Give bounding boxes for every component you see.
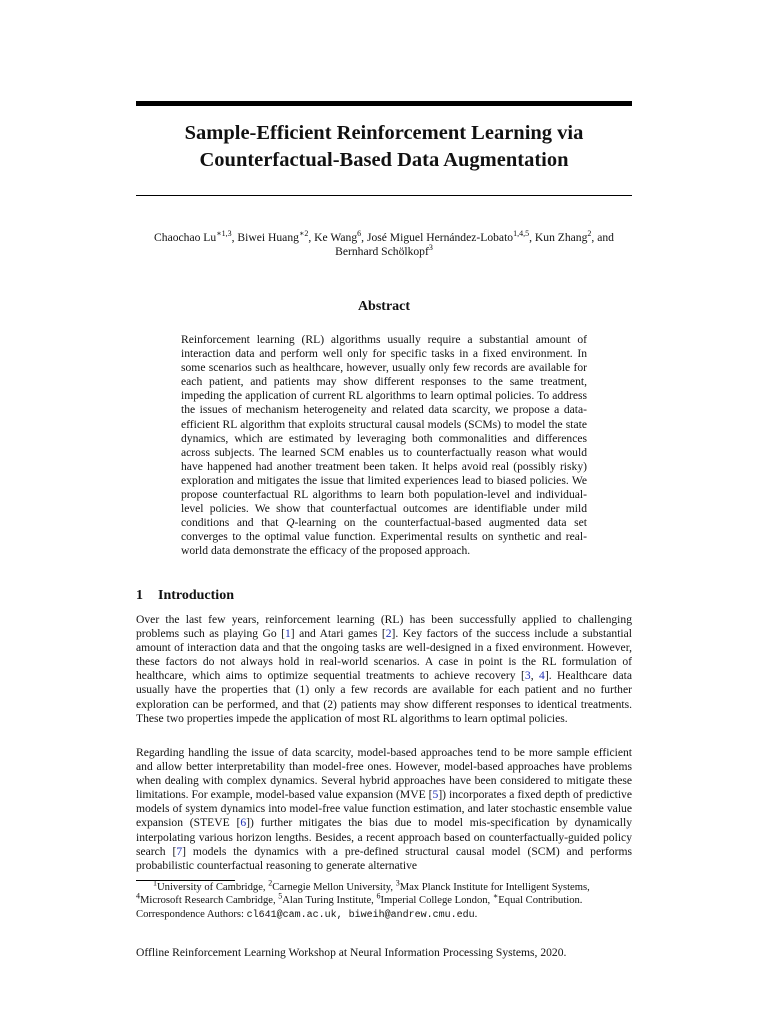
author-separator: , — [361, 231, 367, 244]
author-separator: , — [529, 231, 535, 244]
text-run: ]. Key factors of the success include a substantial amount of interaction data and that the ongoing tasks are well-designed in a fixed environment. However, these factors do not always hold in real-world scenarios. A case in point is the RL formulation of healthcare, which aims to optimize sequential treatments to achieve recovery [ — [136, 627, 633, 683]
author-affiliation: ∗1,3 — [216, 229, 232, 239]
title-top-rule — [136, 101, 632, 106]
author-name: Chaochao Lu — [154, 231, 217, 244]
author-list — [136, 231, 632, 259]
affil-text: Alan Turing Institute, — [282, 895, 377, 907]
intro-paragraph-1 — [136, 613, 632, 726]
author-name: Kun Zhang — [534, 231, 588, 244]
section-heading-introduction — [136, 588, 234, 604]
affil-marker: 6 — [376, 891, 381, 901]
title-line-1: Sample-Efficient Reinforcement Learning via — [184, 122, 584, 144]
text-run: . — [474, 908, 478, 920]
citation-link[interactable]: 5 — [432, 788, 439, 802]
affil-marker: 1 — [153, 878, 157, 888]
affil-marker: 3 — [395, 878, 400, 888]
affil-text: Imperial College London, — [380, 895, 493, 907]
text-run: Over the last few years, reinforcement learning (RL) has been successfully applied to challenging problems such as playing Go [ — [136, 613, 632, 641]
author-affiliation: 1,4,5 — [513, 229, 530, 239]
affil-marker: 4 — [136, 891, 140, 901]
abstract-part: -learning on the counterfactual-based augmented data set converges to the optimal value function. Experimental results on synthetic and real-world data demonstrate the efficacy of the proposed approach. — [181, 516, 587, 558]
text-run: ]. Healthcare data usually have the properties that (1) only a few records are available for each patient and no further exploration can be performed, and that (2) patients may show different responses to identical treatments. These two properties impede the application of most RL algorithms to learn optimal policies. — [136, 669, 632, 725]
correspondence-label: Correspondence Authors: — [136, 908, 247, 920]
title-line-2: Counterfactual-Based Data Augmentation — [199, 149, 569, 171]
intro-paragraph-2 — [136, 746, 632, 873]
citation-link[interactable]: 3 — [524, 669, 531, 683]
citation-link[interactable]: 6 — [240, 816, 247, 830]
affil-text: Equal Contribution. — [498, 895, 583, 907]
author-separator: , — [231, 231, 238, 244]
author-separator: , — [308, 231, 315, 244]
author-affiliation: 3 — [428, 243, 433, 253]
author-name: José Miguel Hernández-Lobato — [366, 231, 514, 244]
text-run: ] models the dynamics with a pre-defined structural causal model (SCM) and performs probabilistic counterfactual reasoning to generate alternative — [136, 844, 632, 872]
affil-text: Microsoft Research Cambridge, — [140, 895, 279, 907]
title-bottom-rule — [136, 195, 632, 196]
venue-footer: Offline Reinforcement Learning Workshop at Neural Information Processing Systems, 2020. — [136, 946, 567, 959]
author-name: Bernhard Schölkopf — [335, 245, 429, 258]
text-run: ]) further mitigates the bias due to model mis-specification by dynamically interpolating various horizon lengths. Besides, a recent approach based on counterfactually-guided policy search [ — [136, 816, 632, 858]
text-run: ]) incorporates a fixed depth of predictive models of system dynamics into model-free value function estimation, and later stochastic ensemble value expansion (STEVE [ — [136, 788, 632, 830]
footnote-line-2 — [136, 891, 632, 907]
correspondence-emails[interactable]: cl641@cam.ac.uk, biweih@andrew.cmu.edu — [246, 909, 475, 921]
paper-title — [136, 120, 632, 174]
footnote-line-3 — [136, 908, 632, 922]
author-name: Biwei Huang — [237, 231, 299, 244]
citation-link[interactable]: 1 — [284, 627, 291, 641]
affil-marker: 2 — [268, 878, 273, 888]
citation-link[interactable]: 2 — [385, 627, 392, 641]
citation-link[interactable]: 4 — [539, 669, 545, 683]
affil-text: Carnegie Mellon University, — [272, 882, 396, 893]
footnote-line-1 — [136, 878, 632, 894]
text-run: , — [530, 669, 540, 683]
abstract-heading: Abstract — [357, 299, 411, 314]
affil-marker: ∗ — [492, 891, 499, 901]
section-number: 1 — [136, 588, 143, 603]
citation-link[interactable]: 7 — [176, 844, 183, 858]
abstract-part: Reinforcement learning (RL) algorithms usually require a substantial amount of interaction data and perform well only for specific tasks in a fixed environment. In some scenarios such as healthcare, however, usually only few records are available for each patient, and patients may show different responses to the same treatment, impeding the application of current RL algorithms to learn optimal policies. To address the issues of mechanism heterogeneity and related data scarcity, we propose a data-efficient RL algorithm that exploits structural causal models (SCMs) to model the state dynamics, which are estimated by leveraging both commonalities and differences across subjects. The learned SCM enables us to counterfactually reason what would have happened had another treatment been taken. It helps avoid real (possibly risky) exploration and mitigates the issue that limited experiences lead to biased policies. We propose counterfactual RL algorithms to learn both population-level and individual-level policies. We show that counterfactual outcomes are identifiable under mild conditions and that — [181, 333, 587, 530]
affil-marker: 5 — [278, 891, 283, 901]
abstract-text — [181, 333, 587, 559]
text-run: ] and Atari games [ — [290, 627, 386, 641]
section-title: Introduction — [158, 588, 234, 603]
affil-text: University of Cambridge, — [157, 882, 269, 893]
author-affiliation: ∗2 — [298, 229, 309, 239]
affiliations-footnote — [136, 878, 632, 922]
text-run: Regarding handling the issue of data scarcity, model-based approaches tend to be more sample efficient and allow better interpretability than model-free ones. However, model-based approaches have problems when dealing with complex dynamics. Several hybrid approaches have been considered to mitigate these limitations. For example, model-based value expansion (MVE [ — [136, 746, 632, 802]
affil-text: Max Planck Institute for Intelligent Systems, — [399, 882, 590, 893]
author-affiliation: 6 — [357, 229, 362, 239]
math-q: Q — [286, 516, 295, 530]
author-separator: , and — [591, 231, 614, 244]
author-affiliation: 2 — [587, 229, 592, 239]
author-name: Ke Wang — [314, 231, 358, 244]
